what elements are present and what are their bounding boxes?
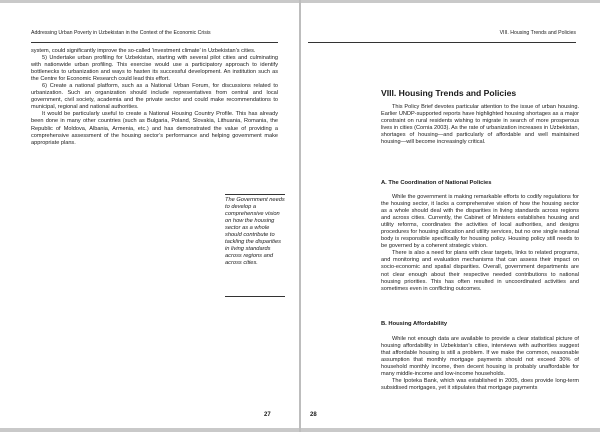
page-number-right: 28 — [310, 412, 317, 418]
callout-rule-bottom — [225, 296, 285, 297]
section-b-text — [381, 336, 579, 392]
running-head-right: VIII. Housing Trends and Policies — [499, 30, 576, 36]
running-head-left: Addressing Urban Poverty in Uzbekistan in the Context of the Economic Crisis — [31, 30, 211, 36]
right-page — [301, 3, 600, 428]
paragraph: 5) Undertake urban profiling for Uzbekistan, starting with several pilot cities and culminating with nationwide urban profiling. This exercise would use a participatory approach to identify bottlenecks to urbanization and ways to hasten its successful development. An institution such as the Centre for Economic Research could lead this effort. — [31, 55, 278, 83]
paragraph: There is also a need for plans with clear targets, links to related programs, and monitoring and evaluation mechanisms that can assess their impact on socio-economic and spatial disparities. Overall, government departments are not clear enough about their respective needed contributions to national housing priorities. This has often resulted in uncoordinated activities and sometimes even in conflicting outcomes. — [381, 250, 579, 292]
page-number-left: 27 — [264, 412, 271, 418]
section-b-heading: B. Housing Affordability — [381, 321, 448, 327]
paragraph: While not enough data are available to provide a clear statistical picture of housing affordability in Uzbekistan’s cities, interviews with authorities suggest that affordable housing is still a problem. If we make the common, reasonable assumption that monthly mortgage payments should not exceed 30% of household monthly income, then decent housing is probably unaffordable for many middle-income and low-income households. — [381, 336, 579, 378]
paragraph: The Ipoteka Bank, which was established in 2005, does provide long-term subsidised mortgages, yet it stipulates that mortgage payments — [381, 378, 579, 392]
chapter-title: VIII. Housing Trends and Policies — [381, 88, 517, 98]
header-rule-right — [308, 42, 576, 43]
header-rule-left — [31, 42, 278, 43]
section-a-text — [381, 194, 579, 293]
paragraph: It would be particularly useful to create a National Housing Country Profile. This has already been done in many other countries (such as Bulgaria, Poland, Slovakia, Lithuania, Romania, the Republic of Moldova, Albania, Armenia, etc.) and has demonstrated the value of providing a comprehensive assessment of the housing sector’s performance and helping government make appropriate plans. — [31, 111, 278, 146]
paragraph: While the government is making remarkable efforts to codify regulations for the housing sector, it lacks a comprehensive vision of how the housing sector as a whole should deal with the disparities in living standards across regions and across cities. Currently, the Cabinet of Ministers establishes housing and utility reforms, coordinates the activities of local authorities, and designs procedures for housing allocation and utility services, but no one single national body is responsible specifically for housing policy. Housing policy still needs to be governed by a coherent strategic vision. — [381, 194, 579, 250]
pull-quote: The Government needs to develop a comprehensive vision on how the housing sector as a whole should contribute to tackling the disparities in living standards across regions and across cities. — [225, 197, 285, 267]
intro-text — [381, 104, 579, 146]
section-a-heading: A. The Coordination of National Policies — [381, 180, 492, 186]
paragraph: system, could significantly improve the so-called ‘investment climate’ in Uzbekistan’s cities. — [31, 48, 256, 54]
left-page — [0, 3, 299, 428]
left-body-text — [31, 48, 278, 147]
paragraph: 6) Create a national platform, such as a National Urban Forum, for discussions related to urbanization. Such an organization should include representatives from central and local government, civil society, academia and the private sector and could make recommendations to municipal, regional and national authorities. — [31, 83, 278, 111]
paragraph: This Policy Brief devotes particular attention to the issue of urban housing. Earlier UNDP-supported reports have highlighted housing shortages as a major constraint on rural residents wishing to migrate in search of more prosperous lives in cities (Cornia 2003). As the rate of urbanization increases in Uzbekistan, shortages of housing—and particularly of affordable and well maintained housing—will become increasingly critical. — [381, 104, 579, 146]
callout-rule-top — [225, 194, 285, 195]
